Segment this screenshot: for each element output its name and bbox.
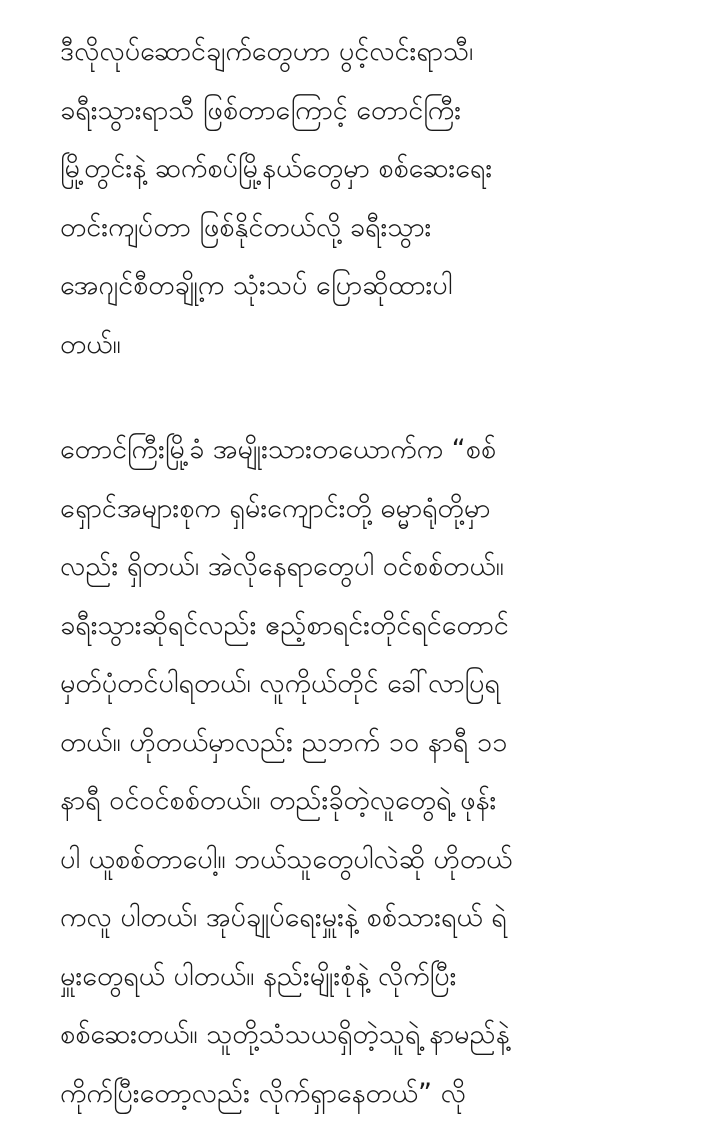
text-line: ခရီးသွားဆိုရင်လည်း ဧည့်စာရင်းတိုင်ရင်တောင် xyxy=(60,609,509,641)
text-line: ရှောင်အများစုက ရှမ်းကျောင်းတို့ ဓမ္မာရုံတို့မှာ xyxy=(60,492,491,524)
text-line: မှတ်ပုံတင်ပါရတယ်၊ လူကိုယ်တိုင် ခေါ်လာပြရ xyxy=(60,668,500,699)
text-line: မှူးတွေရယ် ပါတယ်။ နည်းမျိုးစုံနဲ့ လိုက်ပြီး xyxy=(60,960,457,992)
text-line: တောင်ကြီးမြို့ခံ အမျိုးသားတယောက်က “စစ် xyxy=(60,434,497,465)
text-line: နာရီ ဝင်ဝင်စစ်တယ်။ တည်းခိုတဲ့လူတွေရဲ့ ဖုန်း xyxy=(60,785,497,816)
text-line: ကိုက်ပြီးတော့လည်း လိုက်ရှာနေတယ်” လို xyxy=(60,1077,466,1109)
text-line: မြို့တွင်းနဲ့ ဆက်စပ်မြို့နယ်တွေမှာ စစ်ဆေးရေး xyxy=(60,153,493,184)
text-line: တယ်။ ဟိုတယ်မှာလည်း ညဘက် ၁၀ နာရီ ၁၁ xyxy=(60,726,508,758)
text-line: ခရီးသွားရာသီ ဖြစ်တာကြောင့် တောင်ကြီး xyxy=(60,94,462,126)
paragraph-2 xyxy=(60,421,700,1123)
text-line: ကလူ ပါတယ်၊ အုပ်ချုပ်ရေးမှူးနဲ့ စစ်သားရယ် ရဲ xyxy=(60,902,507,933)
text-line: အေဂျင်စီတချို့က သုံးသပ် ပြောဆိုထားပါ xyxy=(60,270,453,301)
text-line: လည်း ရှိတယ်၊ အဲလိုနေရာတွေပါ ဝင်စစ်တယ်။ xyxy=(60,551,504,582)
text-line: တင်းကျပ်တာ ဖြစ်နိုင်တယ်လို့ ခရီးသွား xyxy=(60,211,432,243)
text-line: တယ်။ xyxy=(60,328,121,360)
paragraph-1 xyxy=(60,23,700,374)
text-line: ဒီလိုလုပ်ဆောင်ချက်တွေဟာ ပွင့်လင်းရာသီ၊ xyxy=(60,36,474,67)
text-line: ပါ ယူစစ်တာပေါ့။ ဘယ်သူတွေပါလဲဆို ဟိုတယ် xyxy=(60,843,513,875)
text-line: စစ်ဆေးတယ်။ သူတို့သံသယရှိတဲ့သူရဲ့ နာမည်နဲ့ xyxy=(60,1019,510,1050)
